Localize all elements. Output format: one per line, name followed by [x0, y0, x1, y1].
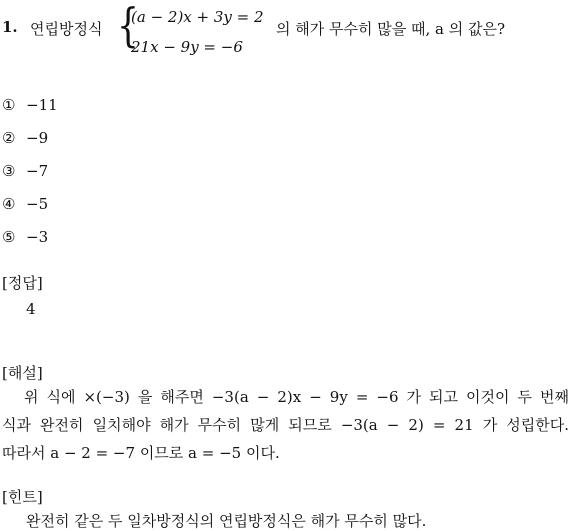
answer-heading: [정답] — [2, 274, 43, 292]
choice-value: −9 — [26, 129, 49, 147]
system-brace: { — [117, 0, 139, 52]
choice-mark: ④ — [2, 195, 16, 213]
explanation-line-2: 식과 완전히 일치해야 해가 무수히 많게 되므로 −3(a − 2) = 21 가 성립한다. — [2, 416, 569, 434]
choice-mark: ① — [2, 96, 16, 114]
hint-text: 완전히 같은 두 일차방정식의 연립방정식은 해가 무수히 많다. — [26, 512, 427, 530]
choice-value: −5 — [26, 195, 49, 213]
explanation-line-1: 위 식에 ×(−3) 을 해주면 −3(a − 2)x − 9y = −6 가 되고 이것이 두 번째 — [24, 388, 569, 406]
choice-4[interactable] — [2, 195, 48, 213]
equation-1: (a − 2)x + 3y = 2 — [131, 8, 264, 26]
explanation-heading: [해설] — [2, 364, 43, 382]
choice-value: −7 — [26, 162, 49, 180]
question-prefix: 연립방정식 — [30, 20, 103, 38]
choice-mark: ③ — [2, 162, 16, 180]
question-suffix: 의 해가 무수히 많을 때, a 의 값은? — [276, 20, 506, 38]
question-number: 1. — [2, 18, 18, 36]
choice-1[interactable] — [2, 96, 58, 114]
explanation-line-3: 따라서 a − 2 = −7 이므로 a = −5 이다. — [2, 444, 280, 462]
answer-value: 4 — [26, 300, 36, 318]
hint-heading: [힌트] — [2, 488, 43, 506]
choice-3[interactable] — [2, 162, 48, 180]
choice-value: −11 — [26, 96, 58, 114]
choice-5[interactable] — [2, 228, 48, 246]
choice-2[interactable] — [2, 129, 48, 147]
choice-mark: ⑤ — [2, 228, 16, 246]
choice-value: −3 — [26, 228, 49, 246]
equation-2: 21x − 9y = −6 — [131, 38, 243, 56]
choice-mark: ② — [2, 129, 16, 147]
